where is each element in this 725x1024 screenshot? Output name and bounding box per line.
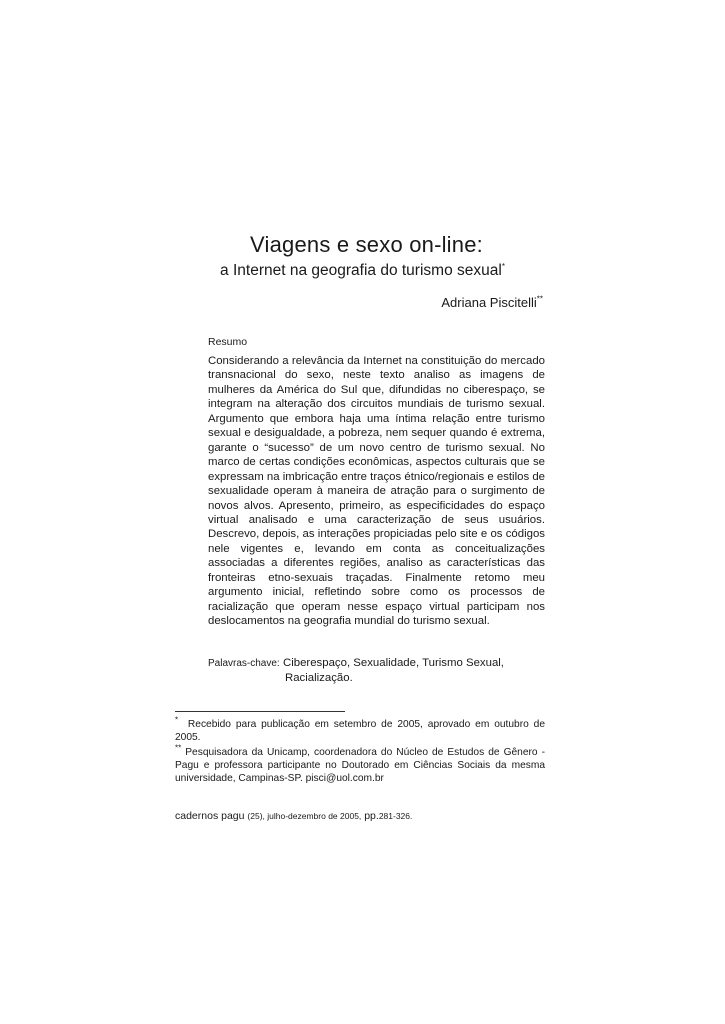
footnote-1-text: Recebido para publicação em setembro de 2005, aprovado em outubro de 2005. (175, 719, 545, 744)
keywords-line-2: Racialização. (285, 671, 353, 684)
footnote-2-text: Pesquisadora da Unicamp, coordenadora do Núcleo de Estudos de Gênero - Pagu e professora participante no Doutorado em Ciências Sociais da mesma universidade, Campinas-SP. pisci@uol.com.br (175, 747, 545, 785)
footnote-separator (175, 711, 345, 712)
page-range: 281-326. (378, 811, 413, 821)
journal-issue: (25), julho-dezembro de 2005, (247, 811, 362, 821)
keywords-line-1: Ciberespaço, Sexualidade, Turismo Sexual, (283, 657, 504, 669)
footnote-1 (175, 715, 545, 744)
author-text: Adriana Piscitelli (441, 295, 537, 310)
abstract-heading: Resumo (208, 336, 248, 348)
footnote-1-mark: * (175, 715, 179, 725)
keywords-list (285, 656, 530, 685)
footnote-2 (175, 743, 545, 786)
footnote-2-mark: ** (175, 743, 182, 753)
keywords-label: Palavras-chave: (208, 658, 280, 669)
journal-citation (175, 810, 412, 822)
paper-title: Viagens e sexo on-line: (250, 232, 483, 257)
pages-prefix: pp. (364, 810, 379, 822)
subtitle-footnote-mark: * (501, 261, 505, 271)
journal-name: cadernos pagu (175, 810, 245, 822)
abstract-body: Considerando a relevância da Internet na constituição do mercado transnacional do sexo, neste texto analiso as imagens de mulheres da América do Sul que, difundidas no ciberespaço, se integram na alteração dos circuitos mundiais de turismo sexual. Argumento que embora haja uma íntima relação entre turismo sexual e desigualdade, a pobreza, nem sequer quando é extrema, garante o “sucesso” de um novo centro de turismo sexual. No marco de certas condições econômicas, aspectos culturais que se expressam na imbricação entre traços étnico/regionais e estilos de sexualidade operam à maneira de atração para o surgimento de novos alvos. Apresento, primeiro, as especificidades do espaço virtual analisado e uma caracterização de seus usuários. Descrevo, depois, as interações propiciadas pelo site e os códigos nele vigentes e, levando em conta as conceitualizações associadas a diferentes regiões, analiso as características das fronteiras etno-sexuais traçadas. Finalmente retomo meu argumento inicial, refletindo sobre como os processos de racialização que operam nesse espaço virtual participam nos deslocamentos na geografia mundial do turismo sexual. (208, 355, 545, 628)
subtitle-text: a Internet na geografia do turismo sexual (220, 262, 502, 279)
author-footnote-mark: ** (536, 294, 543, 304)
author-name (441, 295, 543, 310)
paper-subtitle (0, 262, 725, 280)
